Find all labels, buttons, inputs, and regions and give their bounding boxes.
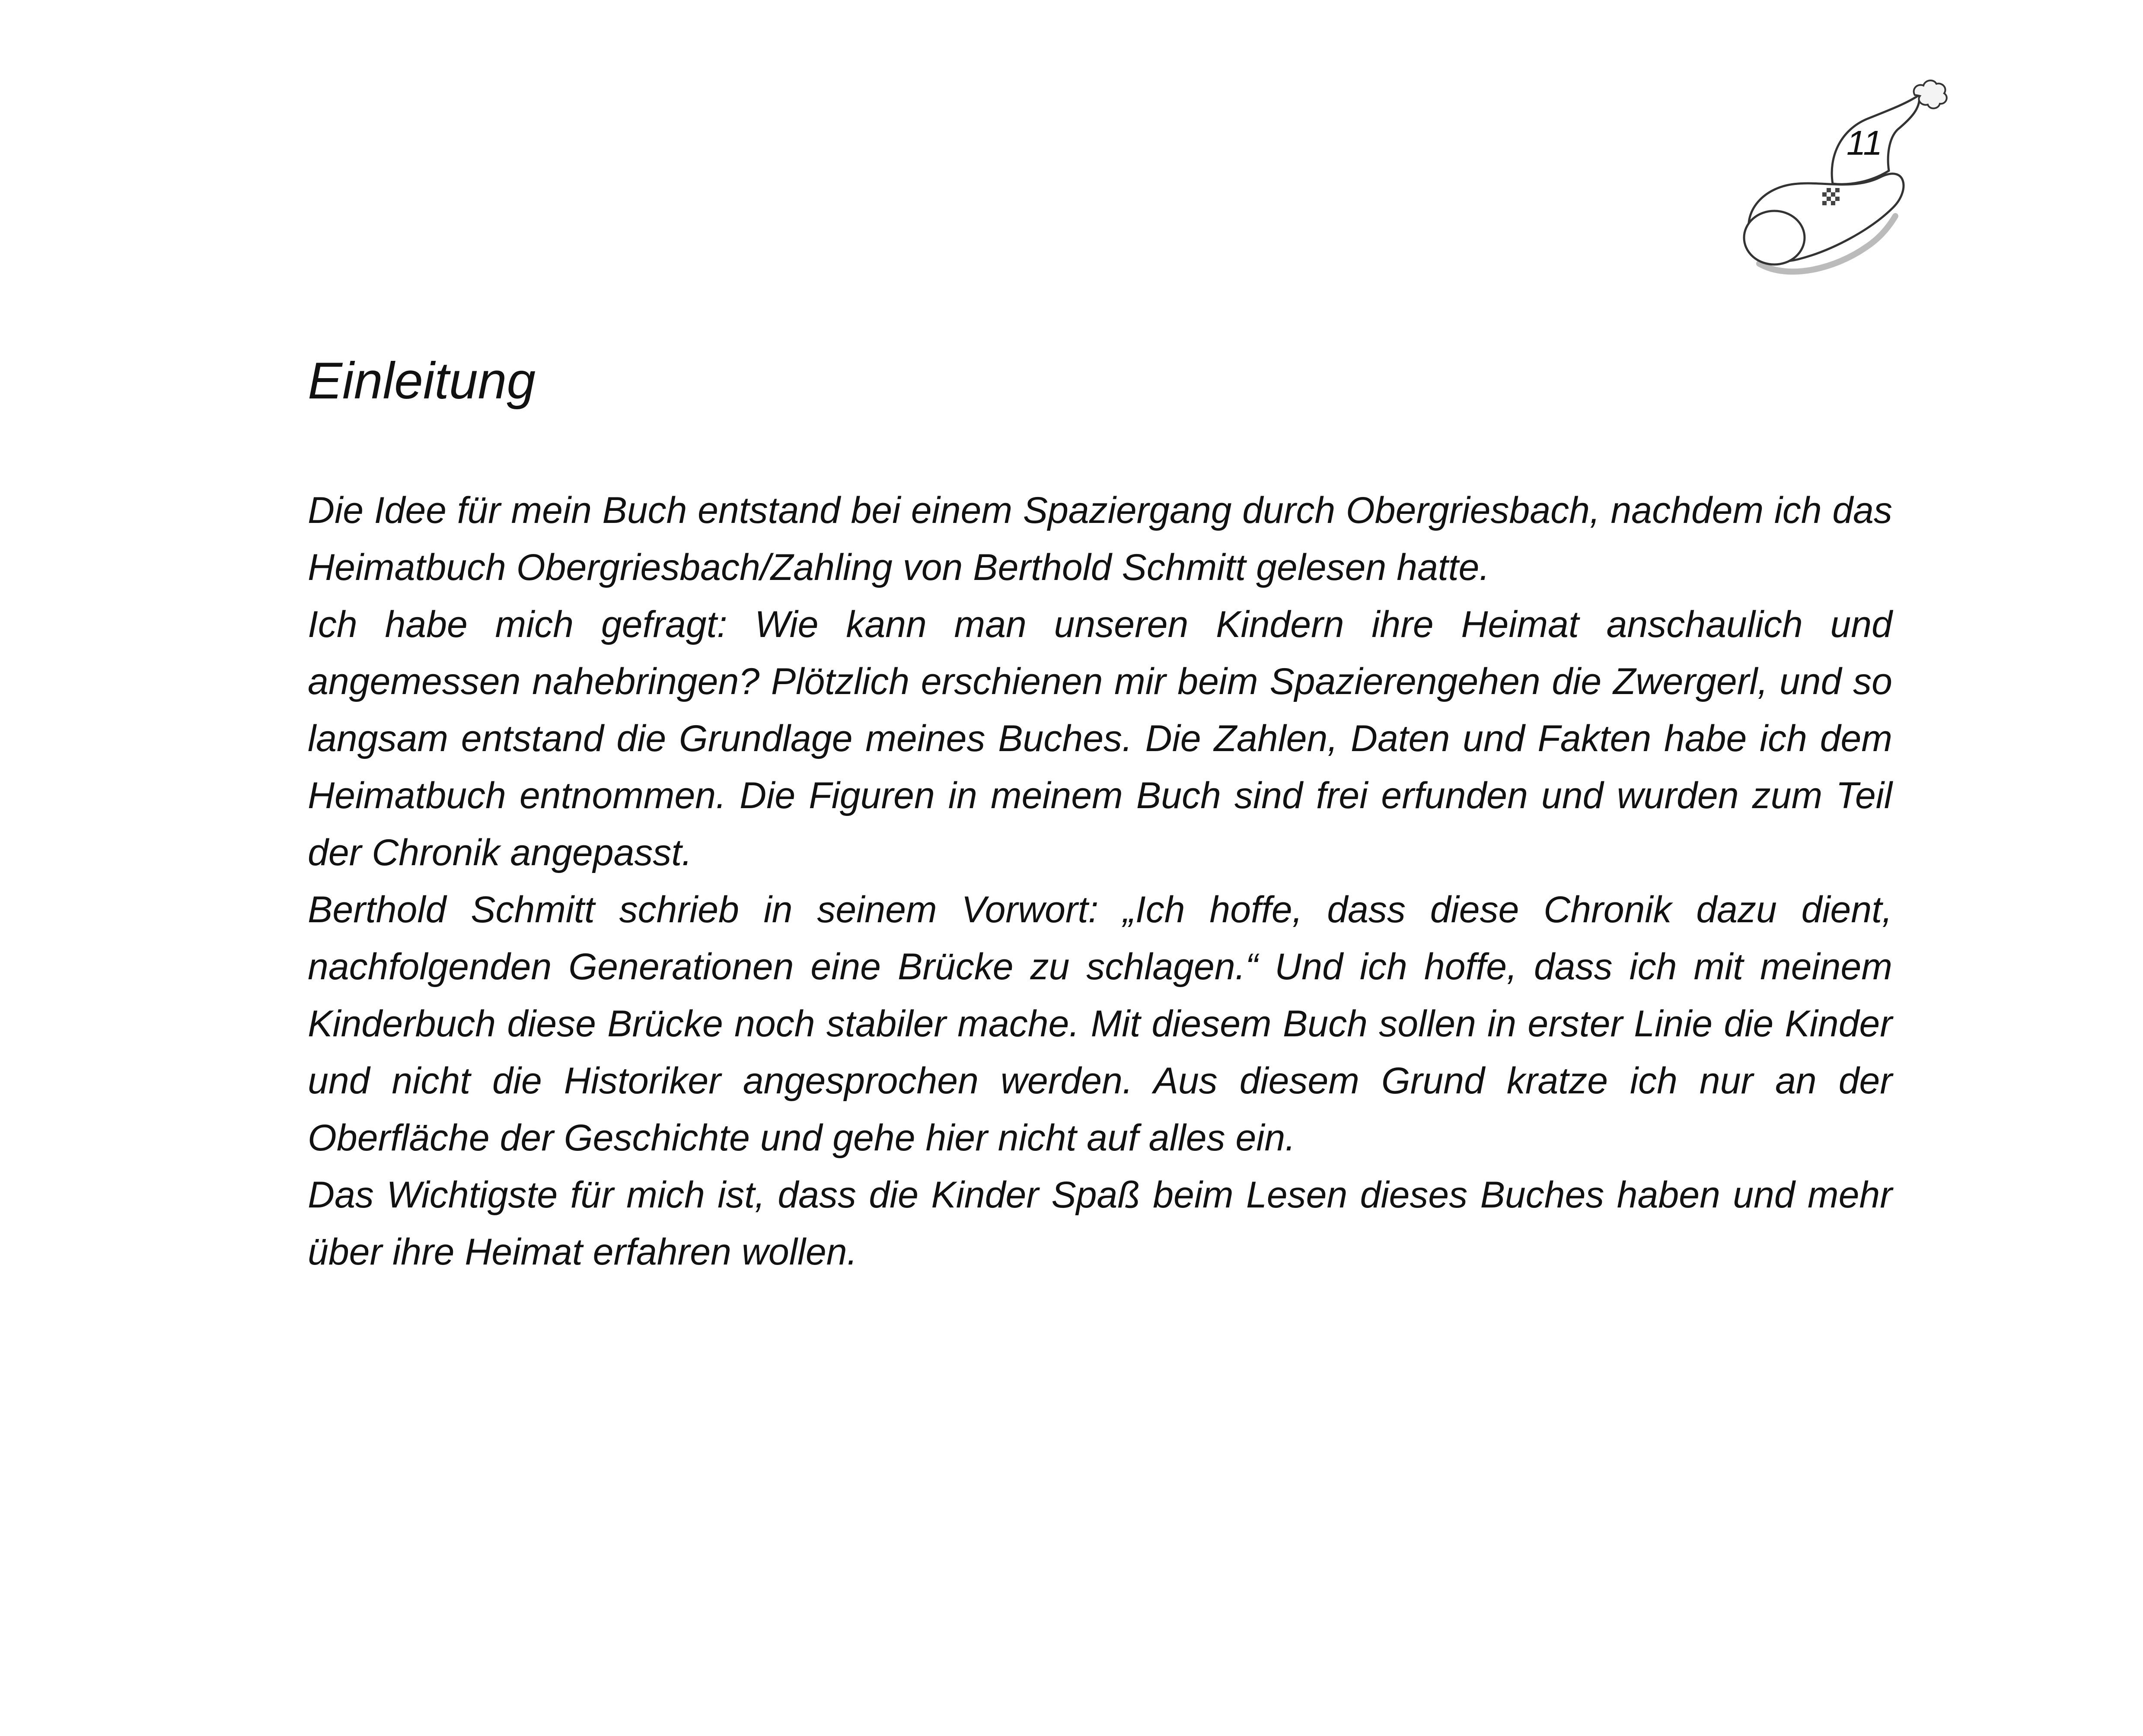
body-text xyxy=(308,482,1892,1280)
page-number: 11 xyxy=(1846,124,1883,162)
paragraph: Das Wichtigste für mich ist, dass die Kinder Spaß beim Lesen dieses Buches haben und mehr über ihre Heimat erfahren wollen. xyxy=(308,1174,1892,1273)
paragraph: Die Idee für mein Buch entstand bei einem Spaziergang durch Obergriesbach, nachdem ich das Heimatbuch Obergriesbach/Zahling von Berthold Schmitt gelesen hatte. xyxy=(308,490,1892,588)
paragraph: Ich habe mich gefragt: Wie kann man unseren Kindern ihre Heimat anschaulich und angemessen nahebringen? Plötzlich erschienen mir beim Spazierengehen die Zwergerl, und so langsam entstand die Grundlage meines Buches. Die Zahlen, Daten und Fakten habe ich dem Heimatbuch entnommen. Die Figuren in meinem Buch sind frei erfunden und wurden zum Teil der Chronik angepasst. xyxy=(308,604,1892,873)
paragraph: Berthold Schmitt schrieb in seinem Vorwort: „Ich hoffe, dass diese Chronik dazu dient, nachfolgenden Generationen eine Brücke zu schlagen.“ Und ich hoffe, dass ich mit meinem Kinderbuch diese Brücke noch stabiler mache. Mit diesem Buch sollen in erster Linie die Kinder und nicht die Historiker angesprochen werden. Aus diesem Grund kratze ich nur an der Oberfläche der Geschichte und gehe hier nicht auf alles ein. xyxy=(308,889,1892,1159)
page-title: Einleitung xyxy=(308,352,536,410)
gnome-hat-icon xyxy=(1725,78,1967,285)
